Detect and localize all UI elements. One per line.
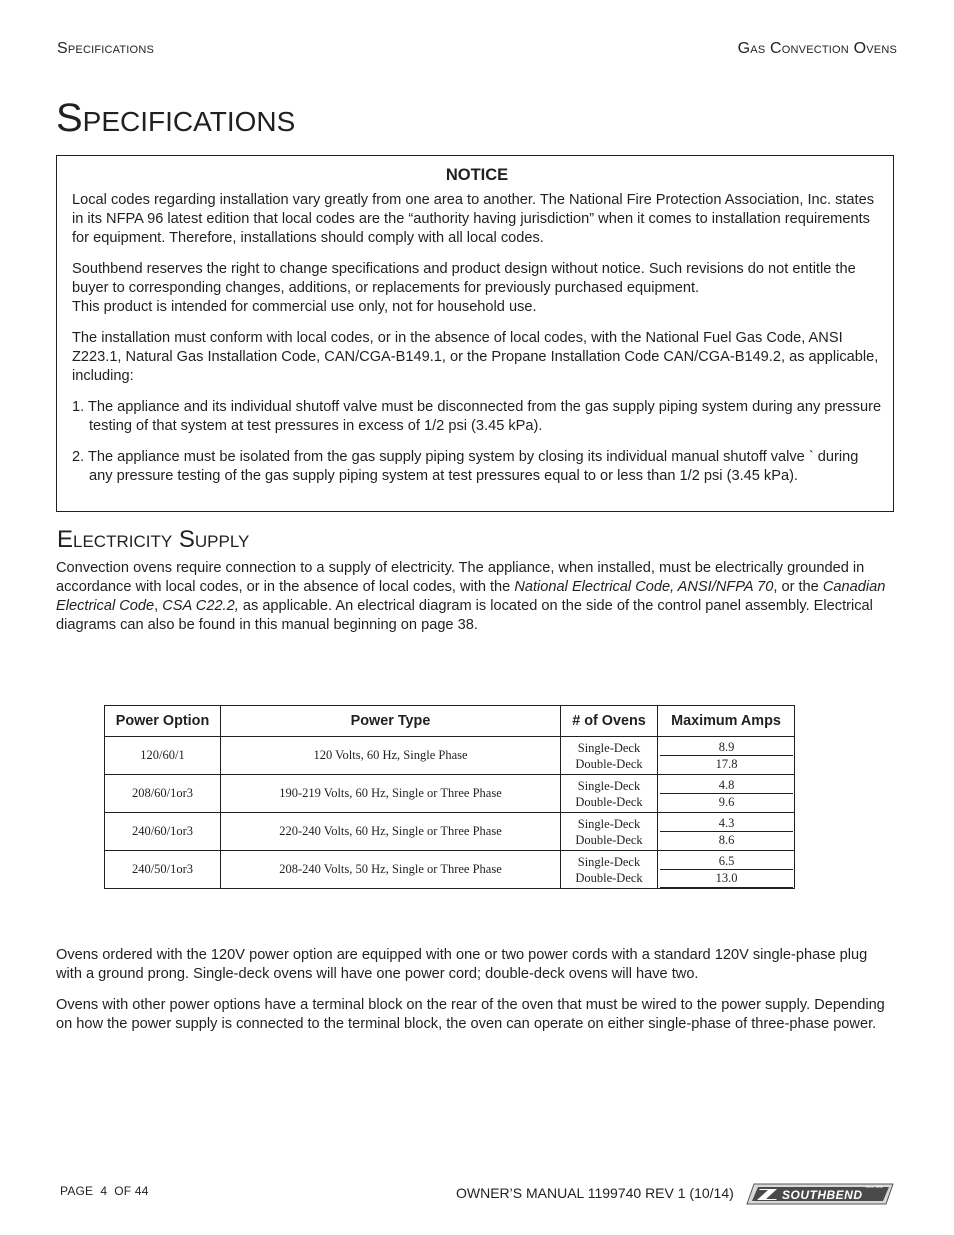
electricity-code-cec: Canadian Electrical Code <box>56 579 886 614</box>
amps-double-deck: 17.8 <box>715 757 738 771</box>
table-row <box>105 851 795 889</box>
column-header-power-option: Power Option <box>105 706 221 737</box>
power-type-cell: 220-240 Volts, 60 Hz, Single or Three Phase <box>221 813 561 851</box>
power-option-cell: 120/60/1 <box>105 737 221 775</box>
notice-paragraph-revisions <box>72 260 882 317</box>
amps-cell <box>658 775 795 813</box>
table-row <box>105 813 795 851</box>
electricity-code-nec: National Electrical Code, ANSI/NFPA 70 <box>514 579 774 595</box>
power-type-cell: 120 Volts, 60 Hz, Single Phase <box>221 737 561 775</box>
notice-revisions-text: Southbend reserves the right to change specifications and product design without notice. Such revisions do not entitle the buyer to corresponding changes, additions, or replacements for previously purchased equipment. <box>72 261 856 296</box>
ovens-cell <box>561 737 658 775</box>
electricity-code-csa: CSA C22.2, <box>162 598 239 614</box>
notice-list-item-1: 1. The appliance and its individual shutoff valve must be disconnected from the gas supply piping system during any pressure testing of that system at test pressures in excess of 1/2 psi (3.45 kPa). <box>72 399 882 434</box>
power-option-cell: 240/50/1or3 <box>105 851 221 889</box>
double-deck-label: Double-Deck <box>575 794 643 809</box>
table-row <box>105 775 795 813</box>
notice-paragraph-conformance: The installation must conform with local codes, or in the absence of local codes, with the National Fuel Gas Code, ANSI Z223.1, Natural Gas Installation Code, CAN/CGA-B149.1, or the Propane Installation Code CAN/CGA-B149.2, as applicable, including: <box>72 330 879 384</box>
double-deck-label: Double-Deck <box>575 832 643 847</box>
electricity-text-2: , or the <box>773 579 823 595</box>
notice-heading: NOTICE <box>445 166 509 184</box>
amps-double-deck: 13.0 <box>660 870 793 888</box>
amps-single-deck: 6.5 <box>660 852 793 870</box>
notice-paragraph-local-codes: Local codes regarding installation vary greatly from one area to another. The National Fire Protection Association, Inc. states in its NFPA 96 latest edition that local codes are the “authority having jurisdiction” when it comes to installation requirements for equipment. Therefore, installations should comply with all local codes. <box>72 192 875 246</box>
southbend-logo <box>746 1183 894 1205</box>
power-specs-table <box>104 705 795 889</box>
power-option-cell: 208/60/1or3 <box>105 775 221 813</box>
amps-single-deck: 4.8 <box>660 776 793 794</box>
table-row <box>105 737 795 775</box>
single-deck-label: Single-Deck <box>577 778 641 793</box>
ovens-cell <box>561 813 658 851</box>
electricity-text-4: as applicable. An electrical diagram is located on the side of the control panel assembly. Electrical diagrams can also be found in this manual beginning on page 38. <box>56 598 873 633</box>
double-deck-label: Double-Deck <box>575 756 643 771</box>
power-cord-paragraph: Ovens ordered with the 120V power option are equipped with one or two power cords with a standard 120V single-phase plug with a ground prong. Single-deck ovens will have one power cord; double-deck ovens will have two. <box>56 947 868 982</box>
electricity-paragraph <box>56 559 896 647</box>
single-deck-label: Single-Deck <box>577 816 641 831</box>
amps-double-deck: 8.6 <box>718 833 735 847</box>
running-header-product: Gas Convection Ovens <box>737 40 897 57</box>
amps-single-deck: 8.9 <box>660 738 793 756</box>
power-type-cell: 208-240 Volts, 50 Hz, Single or Three Phase <box>221 851 561 889</box>
notice-commercial-use-text: This product is intended for commercial use only, not for household use. <box>72 299 537 315</box>
notice-box <box>56 155 894 512</box>
electricity-text-3: , <box>154 598 163 614</box>
single-deck-label: Single-Deck <box>577 740 641 755</box>
table-header-row <box>105 706 795 737</box>
power-cord-section <box>56 946 896 1046</box>
ovens-cell <box>561 775 658 813</box>
running-header-section: Specifications <box>57 40 154 57</box>
ovens-cell <box>561 851 658 889</box>
amps-cell <box>658 737 795 775</box>
terminal-block-paragraph: Ovens with other power options have a terminal block on the rear of the oven that must be wired to the power supply. Depending on how the power supply is connected to the terminal block, the oven can operate on either single-phase of three-phase power. <box>56 997 885 1032</box>
amps-cell <box>658 851 795 889</box>
page-title: Specifications <box>56 96 296 140</box>
single-deck-label: Single-Deck <box>577 854 641 869</box>
column-header-power-type: Power Type <box>221 706 561 737</box>
notice-list-item-2: 2. The appliance must be isolated from the gas supply piping system by closing its individual manual shutoff valve ` during any pressure testing of the gas supply piping system at test pressures equal to or less than 1/2 psi (3.45 kPa). <box>72 449 859 484</box>
power-option-cell: 240/60/1or3 <box>105 813 221 851</box>
column-header-max-amps: Maximum Amps <box>658 706 795 737</box>
svg-text:Since 1898: Since 1898 <box>865 1185 883 1189</box>
power-type-cell: 190-219 Volts, 60 Hz, Single or Three Phase <box>221 775 561 813</box>
electricity-text-1: Convection ovens require connection to a supply of electricity. The appliance, when installed, must be electrically grounded in accordance with local codes, or in the absence of local codes, with the <box>56 560 865 595</box>
electricity-supply-heading: Electricity Supply <box>57 526 250 553</box>
amps-single-deck: 4.3 <box>660 814 793 832</box>
manual-reference: OWNER’S MANUAL 1199740 REV 1 (10/14) <box>456 1185 734 1201</box>
double-deck-label: Double-Deck <box>575 870 643 885</box>
amps-cell <box>658 813 795 851</box>
svg-text:SOUTHBEND: SOUTHBEND <box>782 1188 863 1202</box>
column-header-num-ovens: # of Ovens <box>561 706 658 737</box>
page-number: PAGE 4 OF 44 <box>60 1184 149 1198</box>
amps-double-deck: 9.6 <box>718 795 735 809</box>
